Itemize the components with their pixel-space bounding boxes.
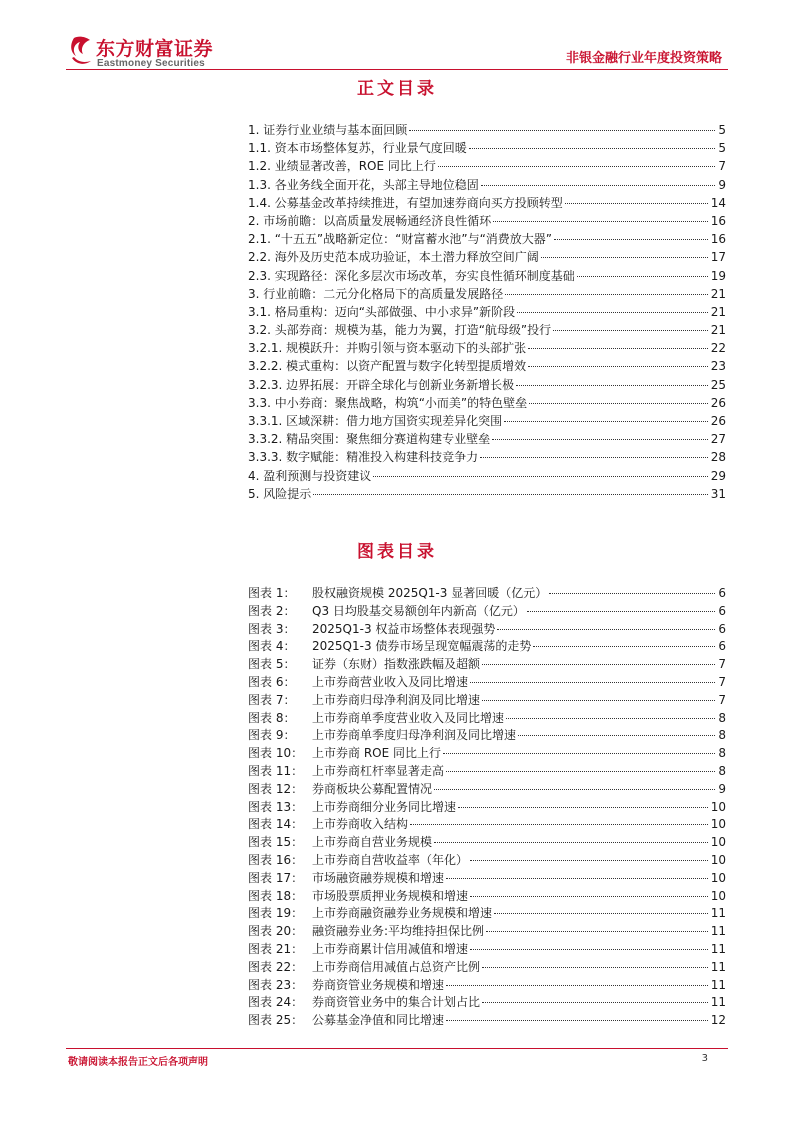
figure-item-label: 上市券商归母净利润及同比增速 bbox=[312, 692, 481, 707]
dot-leader bbox=[549, 593, 715, 594]
toc-item[interactable] bbox=[248, 394, 726, 412]
toc-item[interactable] bbox=[248, 448, 726, 466]
dot-leader bbox=[482, 700, 715, 701]
figure-number: 图表 18： bbox=[248, 888, 304, 903]
figure-item[interactable] bbox=[248, 958, 726, 976]
toc-item-page: 5 bbox=[718, 123, 726, 137]
dot-leader bbox=[516, 385, 708, 386]
figure-item[interactable] bbox=[248, 602, 726, 620]
dot-leader bbox=[527, 611, 715, 612]
toc-item[interactable] bbox=[248, 321, 726, 339]
figure-item-label: Q3 日均股基交易额创年内新高（亿元） bbox=[312, 603, 525, 618]
figure-item-page: 7 bbox=[718, 674, 726, 689]
toc-item-label: 3. 行业前瞻：二元分化格局下的高质量发展路径 bbox=[248, 286, 504, 301]
figure-item-page: 7 bbox=[718, 692, 726, 707]
footer-divider bbox=[66, 1048, 728, 1049]
toc-item[interactable] bbox=[248, 248, 726, 266]
toc-item-label: 3.2.3. 边界拓展：开辟全球化与创新业务新增长极 bbox=[248, 377, 515, 392]
toc-item[interactable] bbox=[248, 121, 726, 139]
dot-leader bbox=[469, 148, 716, 149]
dot-leader bbox=[481, 185, 716, 186]
toc-item-page: 9 bbox=[718, 177, 726, 192]
figure-item[interactable] bbox=[248, 673, 726, 691]
figure-item[interactable] bbox=[248, 709, 726, 727]
dot-leader bbox=[577, 276, 708, 277]
dot-leader bbox=[533, 646, 715, 647]
toc-item-page: 25 bbox=[710, 377, 726, 392]
dot-leader bbox=[470, 949, 708, 950]
toc-item-label: 2.3. 实现路径：深化多层次市场改革，夯实良性循环制度基础 bbox=[248, 268, 575, 283]
figure-item-page: 7 bbox=[718, 657, 726, 672]
figure-item-label: 券商资管业务规模和增速 bbox=[312, 977, 445, 992]
figure-item-label: 股权融资规模 2025Q1-3 显著回暖（亿元） bbox=[312, 586, 548, 600]
figure-number: 图表 12： bbox=[248, 781, 304, 796]
dot-leader bbox=[482, 1002, 708, 1003]
brand-name-en: Eastmoney Securities bbox=[97, 58, 205, 69]
figure-item[interactable] bbox=[248, 851, 726, 869]
figure-item-label: 券商资管业务中的集合计划占比 bbox=[312, 995, 481, 1010]
dot-leader bbox=[541, 257, 708, 258]
toc-item-page: 21 bbox=[710, 304, 726, 319]
dot-leader bbox=[504, 421, 708, 422]
dot-leader bbox=[410, 824, 708, 825]
figure-item[interactable] bbox=[248, 887, 726, 905]
toc-item-page: 22 bbox=[710, 341, 726, 356]
figure-number: 图表 17： bbox=[248, 870, 304, 885]
figure-item-page: 6 bbox=[718, 639, 726, 654]
figure-item-page: 6 bbox=[718, 603, 726, 618]
figure-item-page: 11 bbox=[710, 959, 726, 974]
figure-item-label: 上市券商累计信用减值和增速 bbox=[312, 941, 469, 956]
figure-number: 图表 25： bbox=[248, 1013, 304, 1028]
dot-leader bbox=[565, 203, 708, 204]
dot-leader bbox=[480, 457, 708, 458]
toc-item[interactable] bbox=[248, 430, 726, 448]
figure-item[interactable] bbox=[248, 869, 726, 887]
figure-number: 图表 9： bbox=[248, 728, 296, 743]
figure-item-label: 公募基金净值和同比增速 bbox=[312, 1013, 445, 1028]
toc-item-page: 28 bbox=[710, 450, 726, 465]
figure-item[interactable] bbox=[248, 922, 726, 940]
figure-item-label: 2025Q1-3 债券市场呈现宽幅震荡的走势 bbox=[312, 639, 532, 654]
figure-number: 图表 5： bbox=[248, 657, 296, 672]
figure-number: 图表 23： bbox=[248, 977, 304, 992]
toc-item-label: 3.3.1. 区域深耕：借力地方国资实现差异化突围 bbox=[248, 414, 503, 428]
toc-item[interactable] bbox=[248, 139, 726, 157]
figure-item-label: 上市券商杠杆率显著走高 bbox=[312, 763, 445, 778]
dot-leader bbox=[470, 896, 708, 897]
toc-item-page: 26 bbox=[710, 414, 726, 428]
figure-item-label: 上市券商单季度营业收入及同比增速 bbox=[312, 710, 505, 725]
dot-leader bbox=[528, 348, 708, 349]
dot-leader bbox=[529, 403, 708, 404]
toc-item[interactable] bbox=[248, 212, 726, 230]
toc-item-page: 5 bbox=[718, 141, 726, 156]
figure-number: 图表 4： bbox=[248, 639, 296, 654]
dot-leader bbox=[554, 239, 708, 240]
figure-item-page: 11 bbox=[710, 906, 726, 921]
figure-item-page: 6 bbox=[718, 621, 726, 636]
dot-leader bbox=[494, 913, 708, 914]
figure-number: 图表 1： bbox=[248, 586, 296, 600]
toc-item-label: 1.1. 资本市场整体复苏，行业景气度回暖 bbox=[248, 141, 467, 156]
figure-item-page: 6 bbox=[718, 586, 726, 600]
dot-leader bbox=[446, 878, 708, 879]
figure-item-page: 11 bbox=[710, 924, 726, 939]
figure-item-label: 上市券商细分业务同比增速 bbox=[312, 799, 457, 814]
figure-item[interactable] bbox=[248, 655, 726, 673]
figure-item[interactable] bbox=[248, 976, 726, 994]
figure-item-label: 上市券商收入结构 bbox=[312, 817, 409, 832]
figure-number: 图表 14： bbox=[248, 817, 304, 832]
toc-item[interactable] bbox=[248, 467, 726, 485]
figure-item-page: 10 bbox=[710, 852, 726, 867]
dot-leader bbox=[458, 807, 708, 808]
dot-leader bbox=[497, 629, 715, 630]
toc-item-page: 29 bbox=[710, 468, 726, 483]
dot-leader bbox=[313, 494, 707, 495]
dot-leader bbox=[443, 753, 715, 754]
figure-item[interactable] bbox=[248, 744, 726, 762]
dot-leader bbox=[434, 789, 715, 790]
figure-item-page: 12 bbox=[710, 1013, 726, 1028]
figure-item-page: 11 bbox=[710, 941, 726, 956]
toc-item-label: 3.3.3. 数字赋能：精准投入构建科技竞争力 bbox=[248, 450, 479, 465]
figure-item-label: 上市券商营业收入及同比增速 bbox=[312, 674, 469, 689]
toc-item-label: 3.3. 中小券商：聚焦战略，构筑“小而美”的特色壁垒 bbox=[248, 395, 528, 410]
header-divider bbox=[66, 69, 728, 70]
figure-item-label: 证券（东财）指数涨跌幅及超额 bbox=[312, 657, 481, 672]
figure-item[interactable] bbox=[248, 637, 726, 655]
figure-item[interactable] bbox=[248, 993, 726, 1011]
figure-item-page: 8 bbox=[718, 710, 726, 725]
figure-number: 图表 22： bbox=[248, 959, 304, 974]
page-number: 3 bbox=[701, 1053, 708, 1064]
figure-item-page: 8 bbox=[718, 746, 726, 761]
toc-item[interactable] bbox=[248, 376, 726, 394]
toc-item-label: 3.2.2. 模式重构：以资产配置与数字化转型提质增效 bbox=[248, 359, 527, 374]
figure-item-page: 8 bbox=[718, 763, 726, 778]
figure-item-page: 10 bbox=[710, 888, 726, 903]
figure-item-page: 9 bbox=[718, 781, 726, 796]
figure-list bbox=[248, 584, 726, 1029]
toc-item[interactable] bbox=[248, 194, 726, 212]
figure-item-label: 上市券商 ROE 同比上行 bbox=[312, 746, 441, 761]
dot-leader bbox=[438, 166, 715, 167]
figure-item-page: 11 bbox=[710, 995, 726, 1010]
report-title: 非银金融行业年度投资策略 bbox=[565, 51, 722, 66]
brand-name-cn: 东方财富证券 bbox=[96, 38, 214, 60]
dot-leader bbox=[434, 842, 708, 843]
figure-number: 图表 6： bbox=[248, 674, 296, 689]
figure-item-label: 市场股票质押业务规模和增速 bbox=[312, 888, 469, 903]
figure-item-page: 10 bbox=[710, 835, 726, 850]
figure-number: 图表 3： bbox=[248, 621, 296, 636]
toc-item-page: 21 bbox=[710, 286, 726, 301]
brand-logo bbox=[68, 34, 238, 74]
toc-item[interactable] bbox=[248, 157, 726, 175]
dot-leader bbox=[528, 366, 708, 367]
figure-item-label: 上市券商自营业务规模 bbox=[312, 835, 433, 850]
figure-number: 图表 8： bbox=[248, 710, 296, 725]
toc-title: 正文目录 bbox=[357, 79, 437, 99]
figure-item-page: 10 bbox=[710, 870, 726, 885]
figure-item-label: 市场融资融券规模和增速 bbox=[312, 870, 445, 885]
toc-item-page: 26 bbox=[710, 395, 726, 410]
toc-item-label: 3.3.2. 精品突围：聚焦细分赛道构建专业壁垒 bbox=[248, 432, 491, 447]
disclaimer-note: 敬请阅读本报告正文后各项声明 bbox=[68, 1057, 208, 1068]
toc-item-page: 31 bbox=[710, 486, 726, 501]
toc-item-label: 1. 证券行业业绩与基本面回顾 bbox=[248, 123, 408, 137]
figure-item-page: 8 bbox=[718, 728, 726, 743]
toc-item[interactable] bbox=[248, 285, 726, 303]
dot-leader bbox=[486, 931, 708, 932]
figure-number: 图表 20： bbox=[248, 924, 304, 939]
toc-item[interactable] bbox=[248, 303, 726, 321]
dot-leader bbox=[506, 718, 715, 719]
figure-item-label: 上市券商自营收益率（年化） bbox=[312, 852, 469, 867]
figure-item-label: 2025Q1-3 权益市场整体表现强势 bbox=[312, 621, 496, 636]
figure-item-label: 上市券商融资融券业务规模和增速 bbox=[312, 906, 493, 921]
dot-leader bbox=[446, 1020, 708, 1021]
toc-item[interactable] bbox=[248, 485, 726, 503]
eastmoney-logo-icon bbox=[68, 34, 94, 70]
toc-item[interactable] bbox=[248, 357, 726, 375]
toc-item[interactable] bbox=[248, 267, 726, 285]
toc-item-page: 19 bbox=[710, 268, 726, 283]
figure-list-title: 图表目录 bbox=[357, 542, 437, 562]
toc-item[interactable] bbox=[248, 230, 726, 248]
figure-item[interactable] bbox=[248, 904, 726, 922]
figure-number: 图表 15： bbox=[248, 835, 304, 850]
figure-item[interactable] bbox=[248, 815, 726, 833]
dot-leader bbox=[482, 664, 715, 665]
figure-item-label: 上市券商单季度归母净利润及同比增速 bbox=[312, 728, 517, 743]
dot-leader bbox=[493, 221, 707, 222]
figure-item[interactable] bbox=[248, 940, 726, 958]
page-header bbox=[0, 0, 794, 80]
toc-item-label: 2.1. “十五五”战略新定位：“财富蓄水池”与“消费放大器” bbox=[248, 232, 553, 247]
figure-number: 图表 2： bbox=[248, 603, 296, 618]
dot-leader bbox=[446, 985, 708, 986]
figure-item-label: 上市券商信用减值占总资产比例 bbox=[312, 959, 481, 974]
toc-item-page: 27 bbox=[710, 432, 726, 447]
figure-item[interactable] bbox=[248, 833, 726, 851]
figure-item-page: 10 bbox=[710, 799, 726, 814]
toc-item-page: 16 bbox=[710, 232, 726, 247]
toc-item-label: 1.3. 各业务线全面开花，头部主导地位稳固 bbox=[248, 177, 479, 192]
dot-leader bbox=[505, 294, 707, 295]
dot-leader bbox=[470, 860, 708, 861]
figure-number: 图表 21： bbox=[248, 941, 304, 956]
dot-leader bbox=[446, 771, 715, 772]
toc-item[interactable] bbox=[248, 339, 726, 357]
toc-item-label: 4. 盈利预测与投资建议 bbox=[248, 468, 372, 483]
figure-item-page: 11 bbox=[710, 977, 726, 992]
toc-item-page: 14 bbox=[710, 195, 726, 210]
dot-leader bbox=[409, 130, 715, 131]
figure-item-label: 券商板块公募配置情况 bbox=[312, 781, 433, 796]
figure-number: 图表 19： bbox=[248, 906, 304, 921]
toc-item[interactable] bbox=[248, 176, 726, 194]
figure-item[interactable] bbox=[248, 620, 726, 638]
toc-item-label: 3.1. 格局重构：迈向“头部做强、中小求异”新阶段 bbox=[248, 304, 516, 319]
figure-item[interactable] bbox=[248, 780, 726, 798]
dot-leader bbox=[492, 439, 708, 440]
toc-item-label: 5. 风险提示 bbox=[248, 486, 312, 501]
figure-item-label: 融资融券业务:平均维持担保比例 bbox=[312, 924, 485, 939]
figure-number: 图表 16： bbox=[248, 852, 304, 867]
figure-item[interactable] bbox=[248, 584, 726, 602]
figure-item[interactable] bbox=[248, 1011, 726, 1029]
toc-item-label: 2. 市场前瞻：以高质量发展畅通经济良性循环 bbox=[248, 213, 492, 228]
figure-item[interactable] bbox=[248, 762, 726, 780]
toc-item-label: 1.4. 公募基金改革持续推进，有望加速券商向买方投顾转型 bbox=[248, 195, 563, 210]
figure-item[interactable] bbox=[248, 798, 726, 816]
figure-number: 图表 24： bbox=[248, 995, 304, 1010]
toc-item-page: 16 bbox=[710, 213, 726, 228]
dot-leader bbox=[517, 312, 708, 313]
toc-item-label: 2.2. 海外及历史范本成功验证，本土潜力释放空间广阔 bbox=[248, 250, 539, 265]
figure-number: 图表 7： bbox=[248, 692, 296, 707]
figure-number: 图表 11： bbox=[248, 763, 304, 778]
dot-leader bbox=[373, 476, 707, 477]
toc-item-label: 3.2.1. 规模跃升：并购引领与资本驱动下的头部扩张 bbox=[248, 341, 527, 356]
figure-item-page: 10 bbox=[710, 817, 726, 832]
toc-item[interactable] bbox=[248, 412, 726, 430]
dot-leader bbox=[553, 330, 708, 331]
figure-number: 图表 13： bbox=[248, 799, 304, 814]
figure-item[interactable] bbox=[248, 691, 726, 709]
figure-item[interactable] bbox=[248, 726, 726, 744]
toc-item-page: 23 bbox=[710, 359, 726, 374]
toc-item-label: 1.2. 业绩显著改善，ROE 同比上行 bbox=[248, 159, 436, 174]
dot-leader bbox=[518, 735, 715, 736]
toc-item-label: 3.2. 头部券商：规模为基，能力为翼，打造“航母级”投行 bbox=[248, 323, 552, 338]
toc-item-page: 21 bbox=[710, 323, 726, 338]
dot-leader bbox=[470, 682, 715, 683]
toc-item-page: 17 bbox=[710, 250, 726, 265]
toc-item-page: 7 bbox=[718, 159, 726, 174]
figure-number: 图表 10： bbox=[248, 746, 304, 761]
dot-leader bbox=[482, 967, 708, 968]
toc-list bbox=[248, 121, 726, 503]
